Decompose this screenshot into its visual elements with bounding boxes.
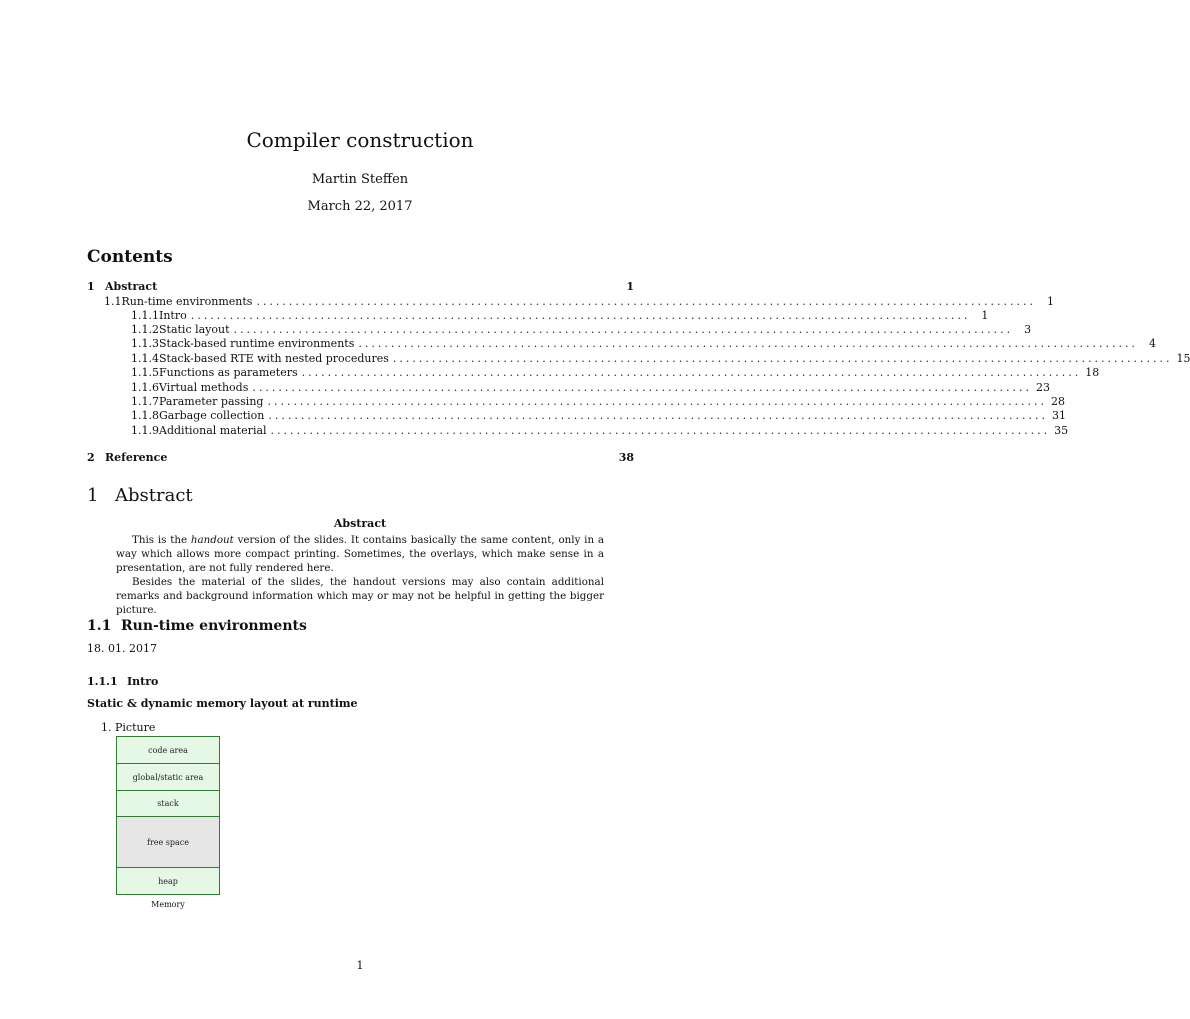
toc-leader-dots: ........................................................................................................................ [252, 381, 1032, 394]
toc-entry[interactable] [104, 295, 1055, 309]
toc-entry-page: 15 [1176, 352, 1190, 365]
toc-entry-page: 1 [1047, 295, 1055, 308]
memory-cell-code-area: code area [117, 737, 219, 764]
abstract-paragraph: This is the handout version of the slides. It contains basically the same content, only in a way which allows more compact printing. Sometimes, the overlays, which make sense in a presentation, are not fully rendered here. [116, 534, 604, 574]
toc-leader-dots: ........................................................................................................................ [190, 309, 971, 322]
toc-entry[interactable] [87, 280, 634, 294]
toc-leader-dots: ........................................................................................................................ [267, 395, 1048, 408]
subsubsection-title: Intro [127, 675, 159, 688]
toc-entry-label: Additional material [159, 424, 267, 437]
toc-entry-page: 18 [1085, 366, 1100, 379]
toc-entry-number: 1.1.2 [131, 323, 159, 336]
toc-entry[interactable] [131, 337, 1156, 351]
memory-cell-stack: stack [117, 791, 219, 817]
toc-entry-page: 4 [1148, 337, 1156, 350]
subsection-title: Run-time environments [121, 618, 307, 634]
section-heading-abstract [87, 485, 193, 506]
contents-heading: Contents [87, 247, 173, 267]
memory-cell-free-space: free space [117, 817, 219, 868]
toc-entry-number: 1.1.6 [131, 381, 159, 394]
subsection-date: 18. 01. 2017 [87, 642, 157, 655]
toc-entry[interactable] [87, 451, 634, 465]
emphasis: handout [190, 534, 234, 546]
toc-entry-number: 1 [87, 280, 95, 293]
toc-entry[interactable] [131, 309, 989, 323]
abstract-body [116, 533, 604, 617]
subsection-heading [87, 618, 307, 634]
toc-leader-dots: ........................................................................................................................ [256, 295, 1037, 308]
toc-entry-label: Virtual methods [159, 381, 249, 394]
subsubsection-heading [87, 675, 158, 688]
abstract-paragraph: Besides the material of the slides, the handout versions may also contain additional remarks and background information which may or may not be helpful in getting the bigger picture. [116, 576, 604, 616]
toc-leader-dots: ........................................................................................................................ [268, 409, 1048, 422]
toc-leader-dots: ........................................................................................................................ [358, 337, 1138, 350]
toc-entry-number: 2 [87, 451, 95, 464]
toc-entry-page: 31 [1051, 409, 1066, 422]
toc-entry[interactable] [131, 323, 1032, 337]
toc-entry-page: 28 [1051, 395, 1066, 408]
memory-cell-heap: heap [117, 868, 219, 894]
toc-entry-label: Reference [105, 451, 168, 464]
toc-entry-page: 23 [1035, 381, 1050, 394]
toc-entry-page: 38 [618, 451, 634, 464]
toc-entry-number: 1.1 [104, 295, 122, 308]
memory-caption: Memory [151, 900, 185, 909]
toc-entry[interactable] [131, 352, 1190, 366]
toc-entry-number: 1.1.3 [131, 337, 159, 350]
document-date: March 22, 2017 [307, 199, 413, 214]
subsubsection-number: 1.1.1 [87, 675, 118, 688]
toc-entry[interactable] [131, 395, 1066, 409]
subsection-number: 1.1 [87, 618, 112, 634]
memory-diagram [116, 736, 220, 895]
toc-entry-label: Garbage collection [159, 409, 265, 422]
toc-leader-dots: ........................................................................................................................ [233, 323, 1014, 336]
toc-entry-number: 1.1.8 [131, 409, 159, 422]
toc-entry-label: Static layout [159, 323, 230, 336]
toc-entry-label: Parameter passing [159, 395, 264, 408]
section-title: Abstract [115, 485, 193, 506]
toc-entry-label: Run-time environments [121, 295, 253, 308]
toc-entry-number: 1.1.1 [131, 309, 159, 322]
toc-entry-number: 1.1.5 [131, 366, 159, 379]
toc-entry[interactable] [131, 424, 1069, 438]
toc-entry-number: 1.1.7 [131, 395, 159, 408]
section-number: 1 [87, 485, 99, 506]
toc-entry-label: Intro [159, 309, 187, 322]
list-item: 1. Picture [101, 721, 156, 734]
abstract-title: Abstract [333, 517, 387, 530]
toc-leader-dots: ........................................................................................................................ [270, 424, 1051, 437]
page-number: 1 [356, 959, 364, 972]
toc-entry-page: 1 [626, 280, 634, 293]
toc-entry-page: 3 [1024, 323, 1032, 336]
memory-cell-global-static-area: global/static area [117, 764, 219, 791]
toc-leader-dots: ........................................................................................................................ [301, 366, 1082, 379]
toc-entry-label: Abstract [105, 280, 158, 293]
toc-entry-page: 35 [1054, 424, 1069, 437]
toc-entry-label: Stack-based runtime environments [159, 337, 355, 350]
toc-entry-number: 1.1.4 [131, 352, 159, 365]
toc-entry[interactable] [131, 366, 1100, 380]
toc-entry-number: 1.1.9 [131, 424, 159, 437]
toc-leader-dots: ........................................................................................................................ [392, 352, 1173, 365]
document-title: Compiler construction [246, 128, 474, 152]
paragraph-heading: Static & dynamic memory layout at runtime [87, 697, 358, 710]
toc-entry[interactable] [131, 409, 1066, 423]
author: Martin Steffen [311, 172, 409, 187]
toc-entry[interactable] [131, 381, 1050, 395]
toc-entry-label: Stack-based RTE with nested procedures [159, 352, 389, 365]
toc-entry-page: 1 [981, 309, 989, 322]
toc-entry-label: Functions as parameters [159, 366, 298, 379]
